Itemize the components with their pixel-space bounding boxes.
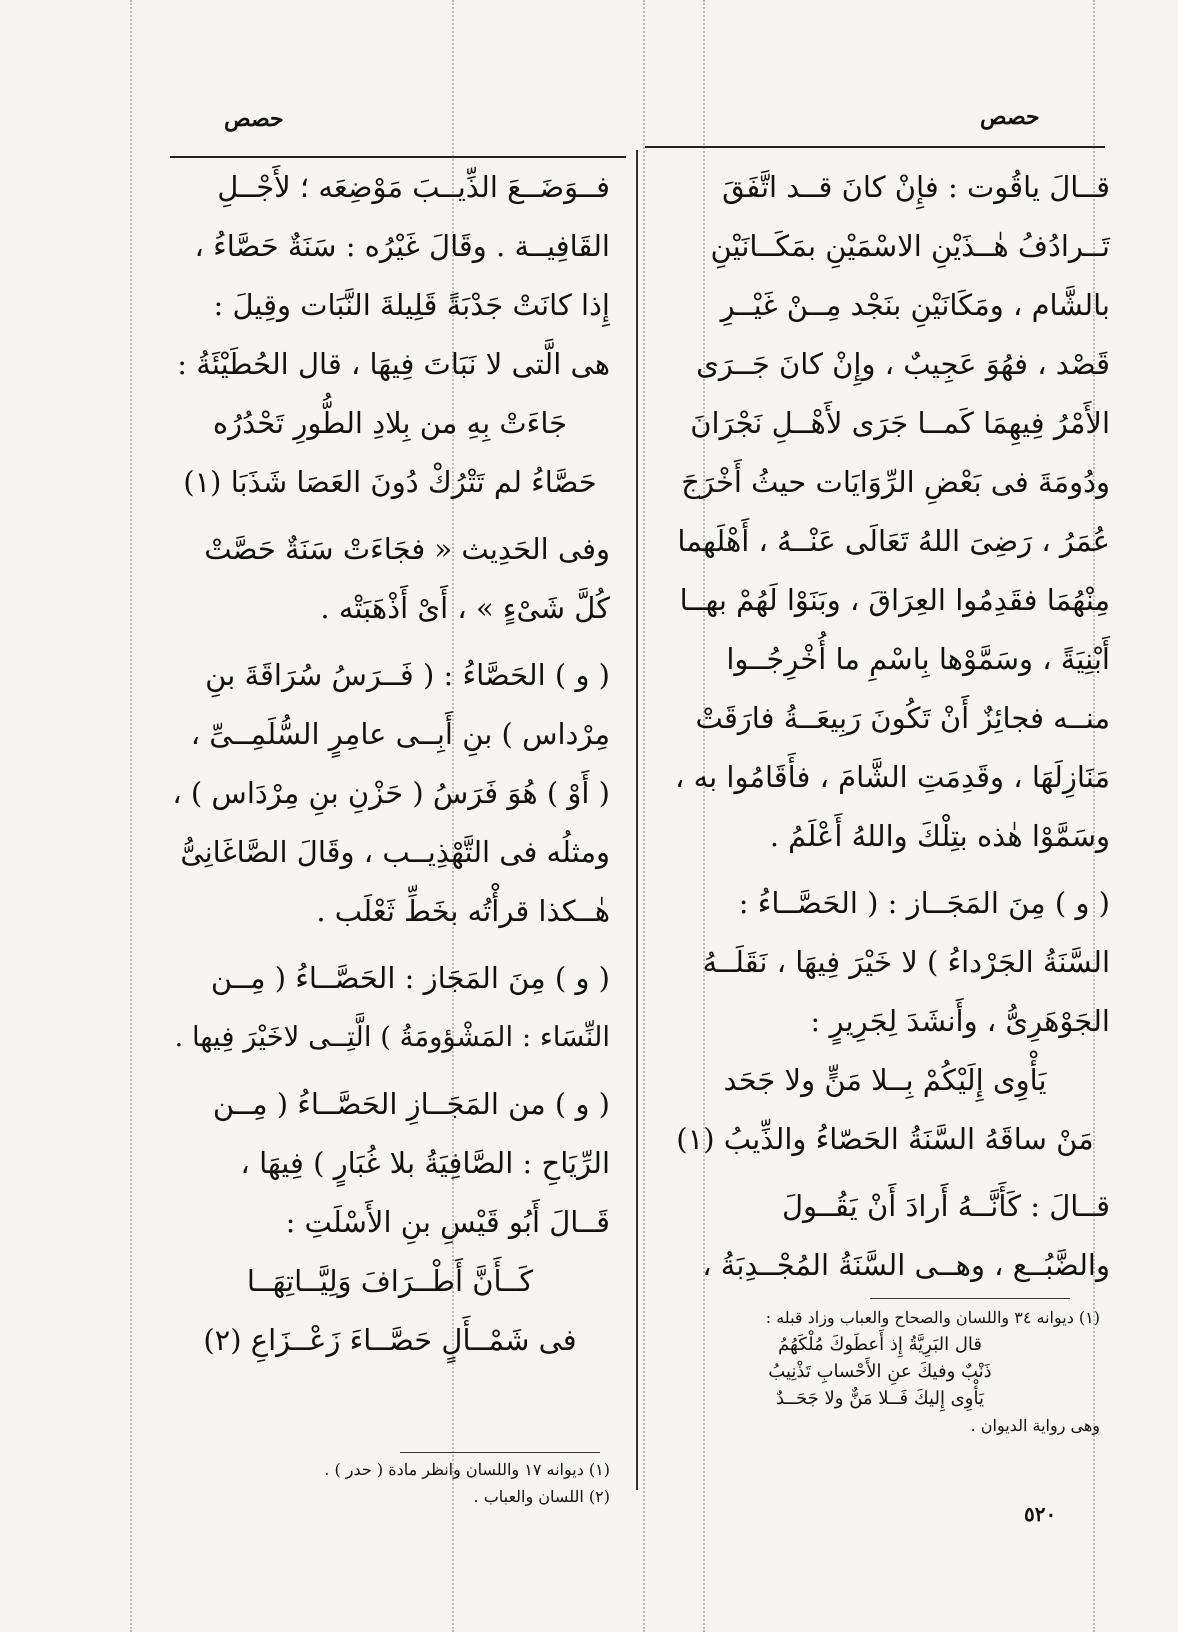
text-line: مَنَازِلَهَا ، وقَدِمَتِ الشَّامَ ، فأَقَامُوا به ، [674,760,1110,794]
column-divider [636,150,638,1490]
scan-guide-line [643,0,645,1632]
footnote-line: وهى رواية الديوان . [970,1416,1100,1435]
text-line: ( أَوْ ) هُوَ فَرَسُ ( حَزْنِ بنِ مِرْدَاس ) ، [172,776,610,810]
text-line: الجَوْهَرِىُّ ، وأَنشَدَ لِجَرِيرٍ : [810,1004,1110,1038]
text-line: وفى الحَدِيث « فجَاءَتْ سَنَةٌ حَصَّتْ [204,532,610,566]
header-rule-right [645,146,1105,148]
verse-line: جَاءَتْ بِهِ من بِلادِ الطُّورِ تَحْدُرُه [212,406,568,440]
text-line: القَافِيــة . وقَالَ غَيْرُه : سَنَةٌ حَصَّاءُ ، [194,229,610,263]
footnote-rule-right [870,1298,1070,1299]
text-line: مِرْداس ) بنِ أَبِــى عامِرٍ السُّلَمِــىِّ ، [190,717,610,751]
scan-guide-line [130,0,132,1632]
text-line: أَبْنِيَةً ، وسَمَّوْها بِاسْمِ ما أُخْرِجُــوا [726,642,1110,676]
text-line: فــوَضَــعَ الذِّيــبَ مَوْضِعَه ؛ لأَجْــلِ [217,170,610,204]
text-line: كُلَّ شَىْءٍ » ، أَىْ أَذْهَبَتْه . [320,591,610,625]
text-line: هٰــكذا قرأْتُه بخَطِّ ثَعْلَب . [316,894,610,928]
footnote-verse: ذَنْبٌ وفيكَ عنِ الأَحْسابِ تَذْنِيبُ [768,1361,992,1382]
text-line: ( و ) من المَجَــازِ الحَصَّــاءُ ( مِــن [212,1087,610,1121]
footnote-line: (١) ديوانه ١٧ واللسان وانظر مادة ( حدر ) . [324,1460,610,1479]
text-line: إِذا كانَتْ جَدْبَةً قَلِيلةَ النَّبَات وقِيلَ : [213,288,610,322]
verse-line: يَأْوِى إِلَيْكُمْ بِــلا مَنٍّ ولا جَحَد [723,1063,1047,1097]
text-line: منــه فجائِزٌ أَنْ تَكُونَ رَبِيعَــةُ فارَقَتْ [695,701,1110,735]
footnote-rule-left [400,1452,600,1453]
right-column [660,158,1110,1295]
text-line: النِّسَاء : المَشْؤومَةُ ) الَّتِــى لاخَيْرَ فِيها . [174,1021,610,1053]
text-line: قــالَ ياقُوت : فإِنْ كانَ قــد اتَّفَقَ [722,170,1110,204]
verse-line: مَنْ ساقَهُ السَّنَةُ الحَصّاءُ والذِّيبُ (١) [676,1122,1094,1156]
left-column [170,158,610,1370]
footnote-line: (٢) اللسان والعباب . [473,1487,610,1506]
text-line: ودُومَةَ فى بَعْضِ الرِّوَايَات حيثُ أَخْرَجَ [681,465,1110,499]
text-line: قَصْد ، فهُوَ عَجِيبٌ ، وإِنْ كانَ جَــرَى [696,347,1110,381]
page-number: ٥٢٠ [1024,1502,1057,1526]
footnote-line: (١) ديوانه ٣٤ واللسان والصحاح والعباب وزاد قبله : [765,1308,1100,1327]
text-line: ( و ) الحَصَّاءُ : ( فَــرَسُ سُرَاقَةَ بنِ [205,658,610,692]
text-line: الأَمْرُ فِيهِمَا كَمــا جَرَى لأَهْــلِ نَجْرَانَ [690,406,1110,440]
footnote-verse: يَأْوِى إِليكَ فَــلا مَنٌّ ولا جَحَــدٌ [776,1388,984,1409]
text-line: والضَّبُــع ، وهــى السَّنَةُ المُجْــدِبَةُ ، [702,1248,1110,1282]
text-line: ( و ) مِنَ المَجَاز : الحَصَّــاءُ ( مِــن [210,961,610,995]
text-line: السَّنَةُ الجَرْداءُ ) لا خَيْرَ فِيهَا ، نَقَلَــهُ [702,945,1110,979]
left-footnotes [250,1456,610,1510]
text-line: الرِّيَاحِ : الصَّافِيَةُ بلا غُبَارٍ ) فِيهَا ، [240,1146,610,1180]
verse-line: كَــأَنَّ أَطْــرَافَ وَلِيَّــاتِهَــا [246,1264,534,1298]
verse-line: فى شَمْــأَلٍ حَصَّــاءَ زَعْــزَاعِ (٢) [203,1323,577,1357]
text-line: تَــرادُفُ هٰــذَيْنِ الاسْمَيْنِ بمَكَــانَيْنِ [710,229,1110,263]
right-footnotes [660,1304,1100,1439]
text-line: ومثلُه فى التَّهْذِيــب ، وقَالَ الصَّاغَانِىُّ [180,835,610,869]
text-line: ( و ) مِنَ المَجَــاز : ( الحَصَّــاءُ : [738,886,1110,920]
text-line: بالشَّام ، ومَكَانَيْنِ بنَجْد مِــنْ غَيْــرِ [720,288,1110,322]
running-header-left: حصص [224,106,284,132]
running-header-right: حصص [980,104,1040,130]
text-line: وسَمَّوْا هٰذه بتِلْكَ واللهُ أَعْلَمُ . [769,819,1110,853]
text-line: قــالَ : كَأَنَّــهُ أَرادَ أَنْ يَقُــولَ [781,1189,1110,1223]
text-line: مِنْهُمَا فقَدِمُوا العِرَاقَ ، وبَنَوْا لَهُمْ بهــا [679,583,1110,617]
text-line: قَــالَ أَبُو قَيْسِ بنِ الأَسْلَتِ : [285,1205,610,1239]
text-line: عُمَرُ ، رَضِىَ اللهُ تَعَالَى عَنْــهُ ، أَهْلَهما [677,524,1110,558]
footnote-verse: قال البَرِيَّةُ إِذ أَعطَوكَ مُلْكَهُمُ [777,1334,983,1355]
text-line: هى الَّتى لا نَبَاتَ فِيهَا ، قال الحُطَيْئَةُ : [177,347,610,381]
verse-line: حَصَّاءُ لم تَتْرُكْ دُونَ العَصَا شَذَبَا (١) [183,465,597,499]
